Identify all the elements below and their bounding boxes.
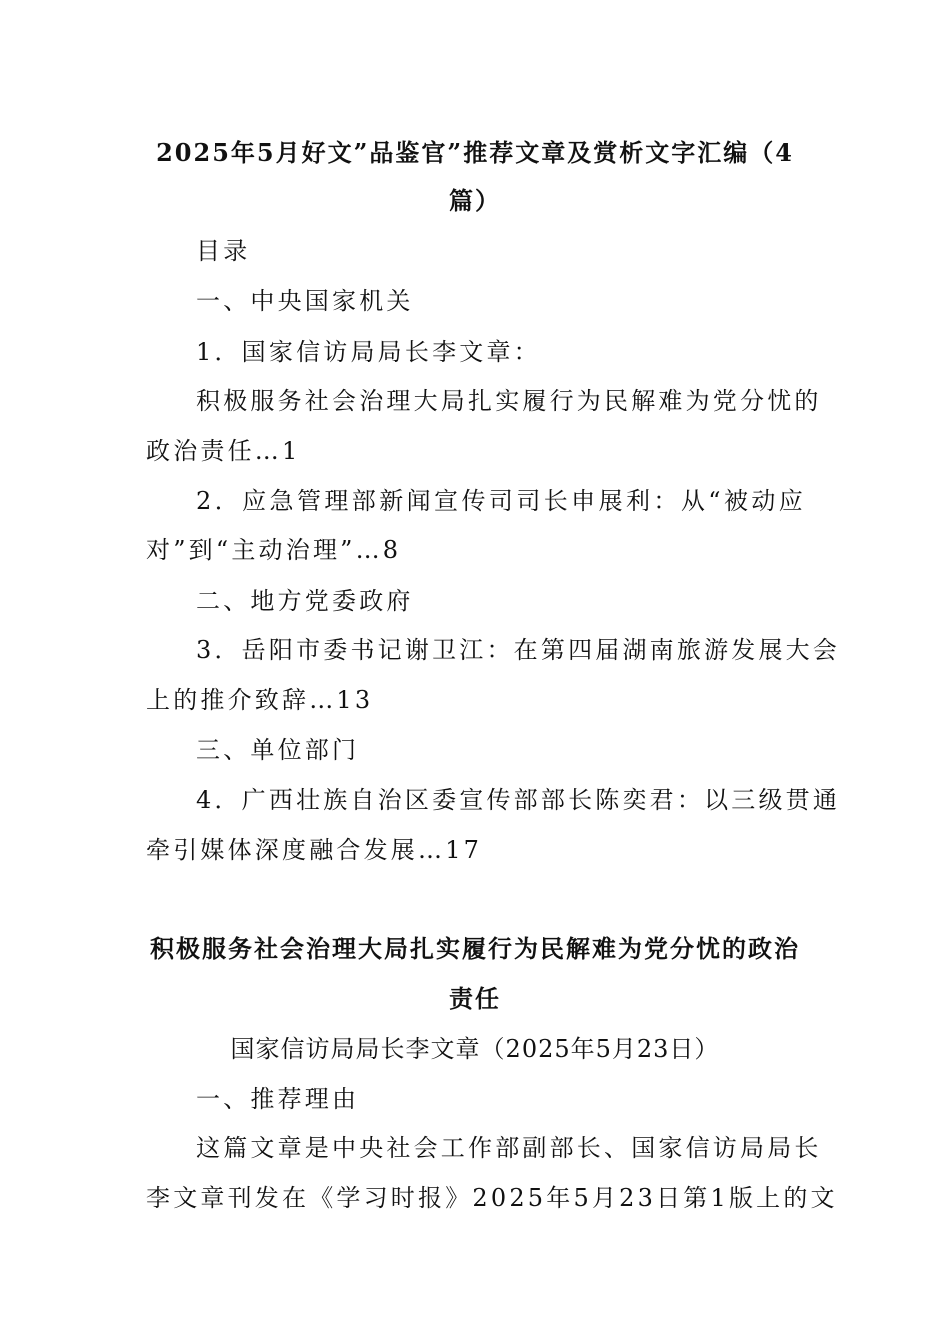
article-title-line2: 责任 bbox=[449, 984, 501, 1013]
toc-item-4-line1: 4．广西壮族自治区委宣传部部长陈奕君：以三级贯通 bbox=[196, 786, 841, 814]
article-title-line1: 积极服务社会治理大局扎实履行为民解难为党分忧的政治 bbox=[150, 934, 800, 963]
toc-section-1: 一、中央国家机关 bbox=[196, 287, 414, 315]
toc-item-1-title-line2: 政治责任…1 bbox=[146, 437, 301, 465]
article-paragraph-line2: 李文章刊发在《学习时报》2025年5月23日第1版上的文 bbox=[146, 1184, 838, 1212]
document-title-line1: 2025年5月好文”品鉴官”推荐文章及赏析文字汇编（4 bbox=[156, 138, 794, 167]
article-paragraph-line1: 这篇文章是中央社会工作部副部长、国家信访局局长 bbox=[196, 1134, 822, 1162]
toc-item-1-name: 1．国家信访局局长李文章： bbox=[196, 338, 541, 366]
article-byline: 国家信访局局长李文章（2025年5月23日） bbox=[230, 1035, 720, 1063]
toc-item-2-line2: 对”到“主动治理”…8 bbox=[146, 536, 402, 564]
toc-section-2: 二、地方党委政府 bbox=[196, 587, 414, 615]
document-title-line2: 篇） bbox=[449, 186, 501, 215]
article-section-heading: 一、推荐理由 bbox=[196, 1085, 360, 1113]
toc-heading: 目录 bbox=[196, 237, 251, 265]
toc-item-4-line2: 牵引媒体深度融合发展…17 bbox=[146, 836, 483, 864]
toc-item-3-line1: 3．岳阳市委书记谢卫江：在第四届湖南旅游发展大会 bbox=[196, 636, 841, 664]
toc-item-1-title-line1: 积极服务社会治理大局扎实履行为民解难为党分忧的 bbox=[196, 387, 822, 415]
toc-section-3: 三、单位部门 bbox=[196, 736, 360, 764]
toc-item-2-line1: 2．应急管理部新闻宣传司司长申展利：从“被动应 bbox=[196, 487, 806, 515]
toc-item-3-line2: 上的推介致辞…13 bbox=[146, 686, 374, 714]
